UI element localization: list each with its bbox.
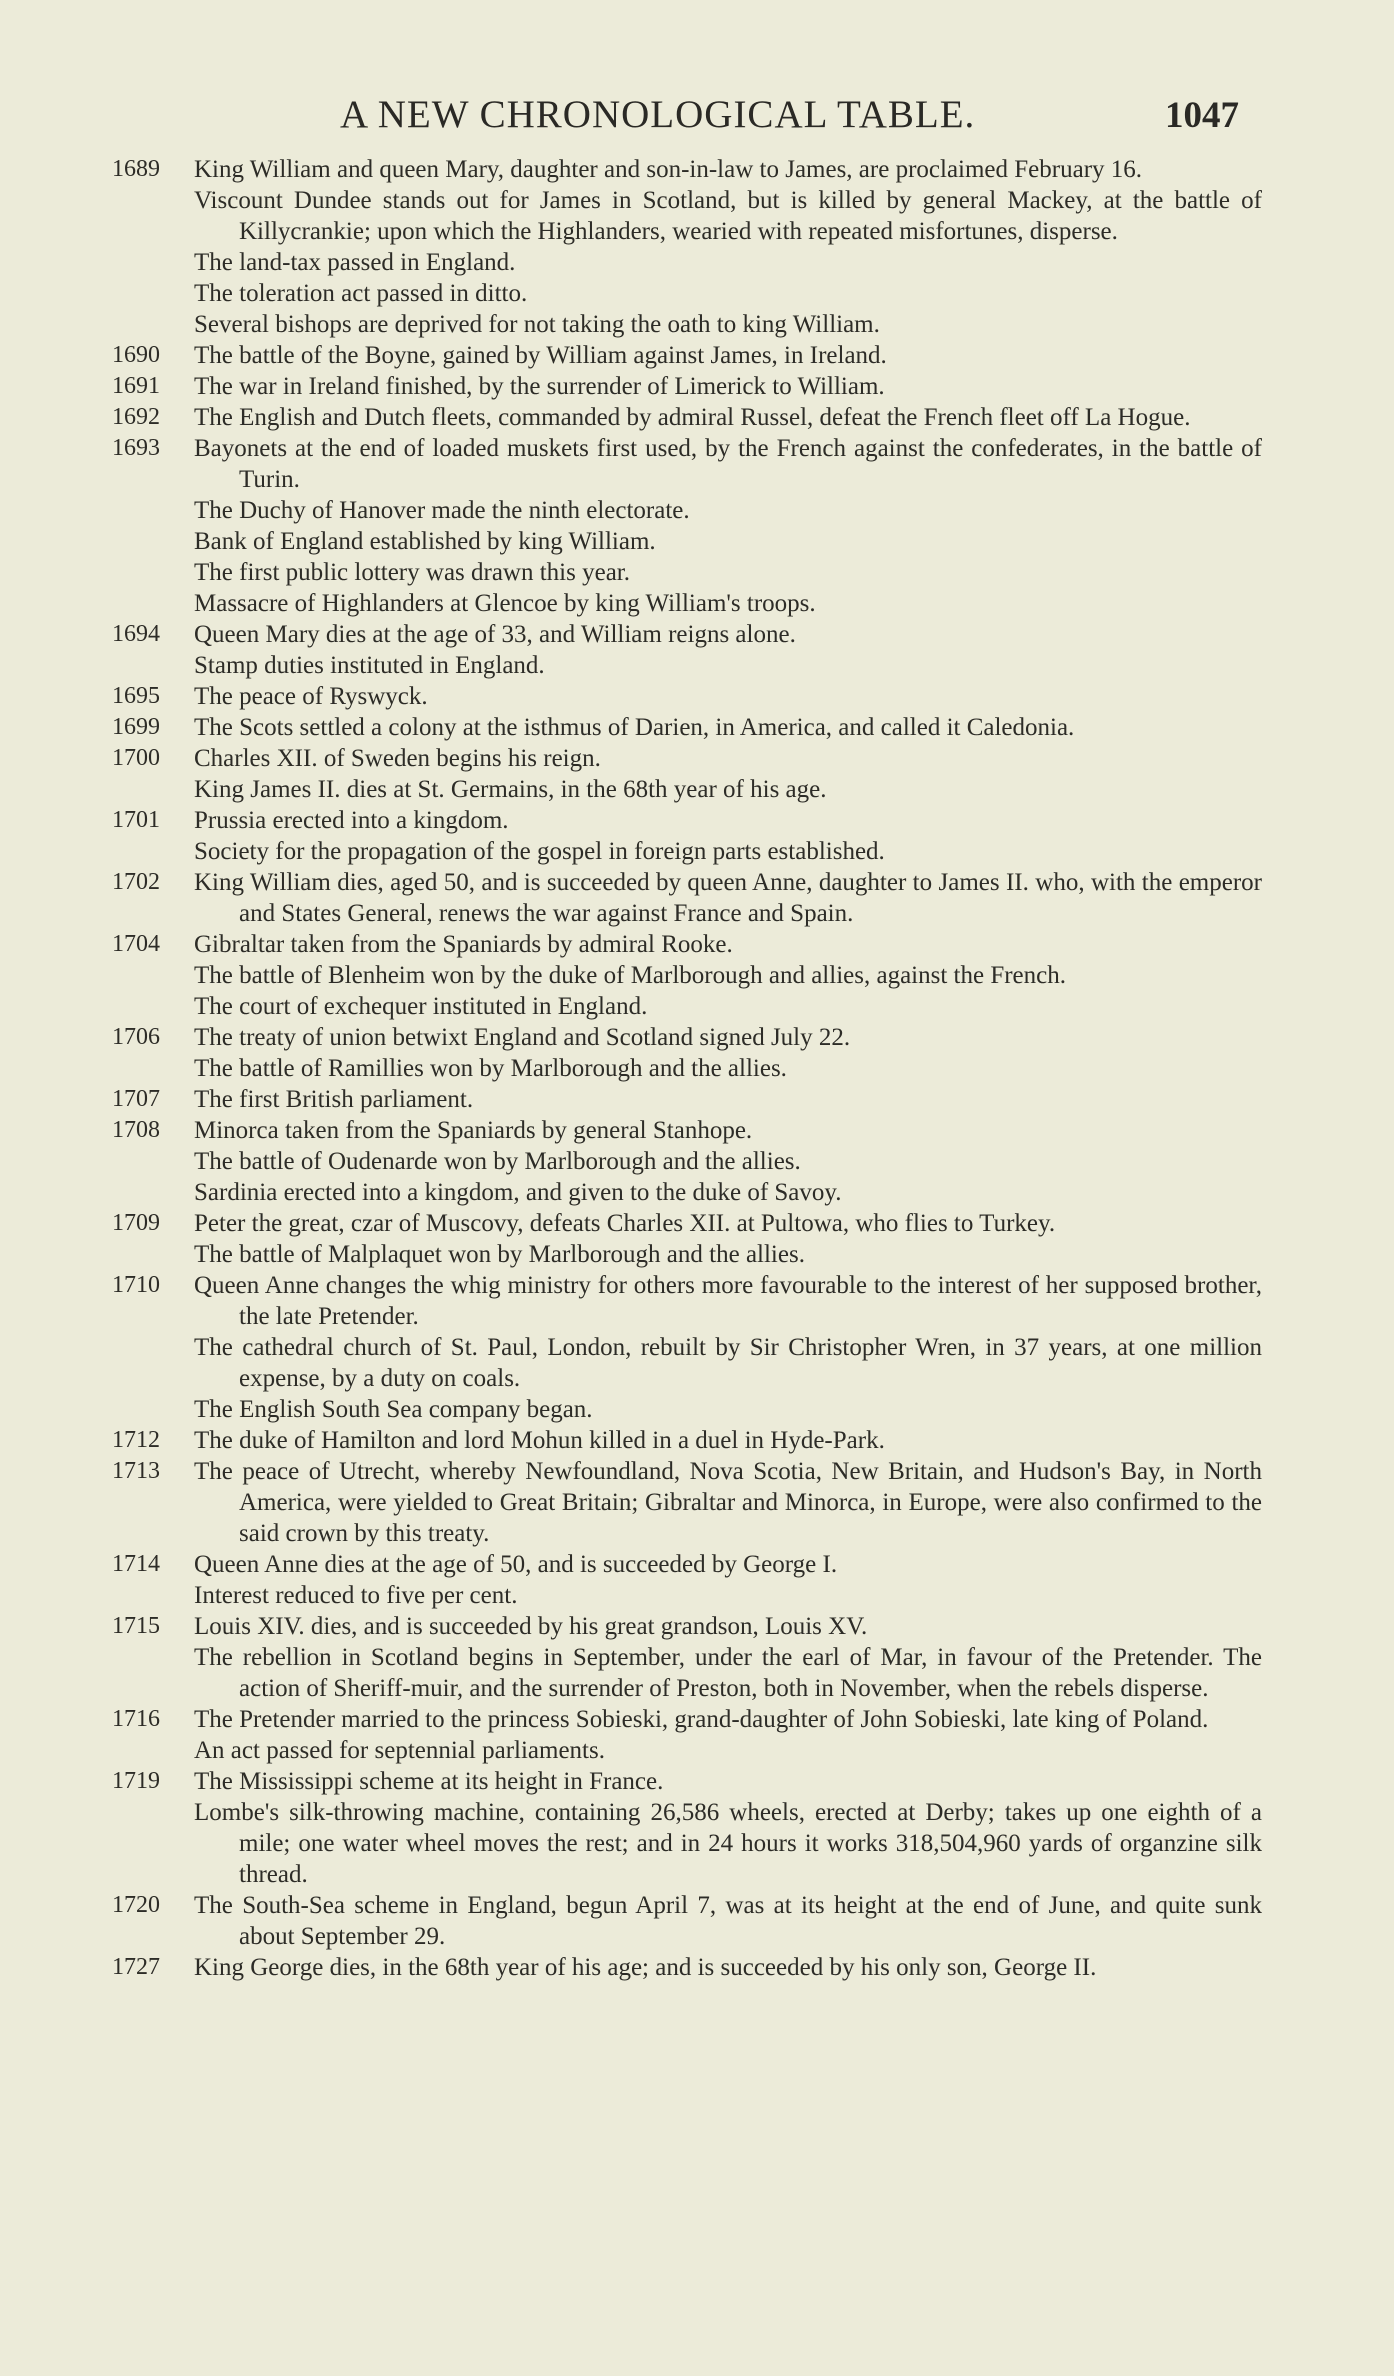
event-text: The South-Sea scheme in England, begun April 7, was at its height at the end of June, and quite sunk about September 29.	[194, 1892, 1262, 1950]
entry-events	[194, 929, 1262, 1022]
page-number: 1047	[1165, 95, 1239, 136]
chronology-entry	[112, 1022, 1262, 1084]
entry-year: 1720	[112, 1892, 160, 1918]
event-text: Several bishops are deprived for not taking the oath to king William.	[194, 311, 880, 338]
entry-year: 1714	[112, 1551, 160, 1577]
chronology-entry	[112, 154, 1262, 340]
entry-events	[194, 1456, 1262, 1549]
entry-year: 1695	[112, 683, 160, 709]
chronology-entry	[112, 340, 1262, 371]
event-text: The court of exchequer instituted in England.	[194, 993, 648, 1020]
entry-events	[194, 712, 1262, 743]
event-text: The rebellion in Scotland begins in September, under the earl of Mar, in favour of the Pretender. The action of Sheriff-muir, and the surrender of Preston, both in November, when the rebels disperse.	[194, 1644, 1262, 1702]
entry-events	[194, 1115, 1262, 1208]
event-text: The Duchy of Hanover made the ninth electorate.	[194, 497, 690, 524]
chronology-entry	[112, 1456, 1262, 1549]
chronology-entry	[112, 1208, 1262, 1270]
event-text: Society for the propagation of the gospel in foreign parts established.	[194, 838, 885, 865]
event-text: The battle of Ramillies won by Marlborough and the allies.	[194, 1055, 787, 1082]
entry-events	[194, 743, 1262, 805]
entry-year: 1694	[112, 621, 160, 647]
event-text: Lombe's silk-throwing machine, containing 26,586 wheels, erected at Derby; takes up one eighth of a mile; one water wheel moves the rest; and in 24 hours it works 318,504,960 yards of organzine silk thread.	[194, 1799, 1262, 1888]
event-text: Prussia erected into a kingdom.	[194, 807, 509, 834]
entry-events	[194, 433, 1262, 619]
chronology-entry	[112, 1766, 1262, 1890]
chronology-entry	[112, 1611, 1262, 1704]
entry-year: 1708	[112, 1117, 160, 1143]
chronology-entry	[112, 1425, 1262, 1456]
event-text: Interest reduced to five per cent.	[194, 1582, 518, 1609]
entry-events	[194, 1704, 1262, 1766]
event-text: Louis XIV. dies, and is succeeded by his great grandson, Louis XV.	[194, 1613, 868, 1640]
entry-year: 1719	[112, 1768, 160, 1794]
event-text: Charles XII. of Sweden begins his reign.	[194, 745, 601, 772]
event-text: The battle of Malplaquet won by Marlborough and the allies.	[194, 1241, 805, 1268]
event-text: Stamp duties instituted in England.	[194, 652, 545, 679]
entry-year: 1706	[112, 1024, 160, 1050]
event-text: King George dies, in the 68th year of his age; and is succeeded by his only son, George II.	[194, 1954, 1097, 1981]
entry-year: 1716	[112, 1706, 160, 1732]
chronology-entry	[112, 1549, 1262, 1611]
entry-year: 1710	[112, 1272, 160, 1298]
entry-year: 1699	[112, 714, 160, 740]
entry-year: 1727	[112, 1954, 160, 1980]
event-text: The Pretender married to the princess Sobieski, grand-daughter of John Sobieski, late king of Poland.	[194, 1706, 1209, 1733]
event-text: An act passed for septennial parliaments.	[194, 1737, 605, 1764]
chronology-entry	[112, 681, 1262, 712]
event-text: The battle of Oudenarde won by Marlborough and the allies.	[194, 1148, 801, 1175]
entry-year: 1702	[112, 869, 160, 895]
entry-year: 1693	[112, 435, 160, 461]
event-text: The war in Ireland finished, by the surrender of Limerick to William.	[194, 373, 885, 400]
entry-events	[194, 1425, 1262, 1456]
entry-events	[194, 681, 1262, 712]
entry-events	[194, 1270, 1262, 1425]
event-text: The peace of Ryswyck.	[194, 683, 428, 710]
event-text: The cathedral church of St. Paul, London, rebuilt by Sir Christopher Wren, in 37 years, at one million expense, by a duty on coals.	[194, 1334, 1262, 1392]
event-text: The Mississippi scheme at its height in France.	[194, 1768, 664, 1795]
event-text: The peace of Utrecht, whereby Newfoundland, Nova Scotia, New Britain, and Hudson's Bay, in North America, were yielded to Great Britain; Gibraltar and Minorca, in Europe, were also confirmed to the said crown by this treaty.	[194, 1458, 1262, 1547]
event-text: King James II. dies at St. Germains, in the 68th year of his age.	[194, 776, 827, 803]
event-text: The land-tax passed in England.	[194, 249, 516, 276]
event-text: The Scots settled a colony at the isthmus of Darien, in America, and called it Caledonia.	[194, 714, 1075, 741]
event-text: King William dies, aged 50, and is succeeded by queen Anne, daughter to James II. who, with the emperor and States General, renews the war against France and Spain.	[194, 869, 1262, 927]
event-text: Bank of England established by king William.	[194, 528, 656, 555]
entry-events	[194, 1208, 1262, 1270]
page-title: A NEW CHRONOLOGICAL TABLE.	[340, 93, 976, 136]
chronology-entry	[112, 867, 1262, 929]
event-text: King William and queen Mary, daughter and son-in-law to James, are proclaimed February 16.	[194, 156, 1143, 183]
entry-events	[194, 402, 1262, 433]
entry-events	[194, 1766, 1262, 1890]
chronology-entry	[112, 1890, 1262, 1952]
event-text: Minorca taken from the Spaniards by general Stanhope.	[194, 1117, 753, 1144]
event-text: Bayonets at the end of loaded muskets first used, by the French against the confederates, in the battle of Turin.	[194, 435, 1262, 493]
event-text: Massacre of Highlanders at Glencoe by king William's troops.	[194, 590, 816, 617]
chronology-entry	[112, 805, 1262, 867]
chronology-entry	[112, 743, 1262, 805]
event-text: Viscount Dundee stands out for James in Scotland, but is killed by general Mackey, at the battle of Killycrankie; upon which the Highlanders, wearied with repeated misfortunes, disperse.	[194, 187, 1262, 245]
chronology-list	[112, 154, 1262, 1983]
entry-events	[194, 805, 1262, 867]
event-text: The duke of Hamilton and lord Mohun killed in a duel in Hyde-Park.	[194, 1427, 885, 1454]
chronology-entry	[112, 619, 1262, 681]
entry-year: 1689	[112, 156, 160, 182]
event-text: The English South Sea company began.	[194, 1396, 593, 1423]
event-text: The first British parliament.	[194, 1086, 474, 1113]
entry-events	[194, 371, 1262, 402]
entry-year: 1715	[112, 1613, 160, 1639]
event-text: The battle of the Boyne, gained by William against James, in Ireland.	[194, 342, 887, 369]
entry-events	[194, 1890, 1262, 1952]
entry-events	[194, 867, 1262, 929]
event-text: The battle of Blenheim won by the duke of Marlborough and allies, against the French.	[194, 962, 1066, 989]
chronology-entry	[112, 929, 1262, 1022]
chronology-entry	[112, 1084, 1262, 1115]
running-header	[0, 92, 1394, 152]
event-text: Queen Anne changes the whig ministry for others more favourable to the interest of her supposed brother, the late Pretender.	[194, 1272, 1262, 1330]
entry-year: 1692	[112, 404, 160, 430]
chronology-entry	[112, 1952, 1262, 1983]
entry-year: 1690	[112, 342, 160, 368]
chronology-entry	[112, 1270, 1262, 1425]
entry-year: 1700	[112, 745, 160, 771]
chronology-entry	[112, 1115, 1262, 1208]
event-text: Queen Mary dies at the age of 33, and William reigns alone.	[194, 621, 796, 648]
entry-year: 1691	[112, 373, 160, 399]
entry-events	[194, 1952, 1262, 1983]
event-text: Peter the great, czar of Muscovy, defeats Charles XII. at Pultowa, who flies to Turkey.	[194, 1210, 1056, 1237]
entry-events	[194, 1084, 1262, 1115]
chronology-entry	[112, 371, 1262, 402]
event-text: The first public lottery was drawn this year.	[194, 559, 630, 586]
chronology-entry	[112, 712, 1262, 743]
entry-year: 1712	[112, 1427, 160, 1453]
event-text: Queen Anne dies at the age of 50, and is succeeded by George I.	[194, 1551, 838, 1578]
event-text: The treaty of union betwixt England and Scotland signed July 22.	[194, 1024, 851, 1051]
event-text: Gibraltar taken from the Spaniards by admiral Rooke.	[194, 931, 733, 958]
event-text: The English and Dutch fleets, commanded by admiral Russel, defeat the French fleet off La Hogue.	[194, 404, 1191, 431]
entry-events	[194, 1611, 1262, 1704]
entry-events	[194, 340, 1262, 371]
entry-year: 1704	[112, 931, 160, 957]
chronology-entry	[112, 402, 1262, 433]
entry-year: 1701	[112, 807, 160, 833]
entry-events	[194, 619, 1262, 681]
entry-year: 1713	[112, 1458, 160, 1484]
event-text: The toleration act passed in ditto.	[194, 280, 528, 307]
entry-events	[194, 1022, 1262, 1084]
chronology-entry	[112, 1704, 1262, 1766]
entry-year: 1707	[112, 1086, 160, 1112]
entry-year: 1709	[112, 1210, 160, 1236]
chronology-entry	[112, 433, 1262, 619]
event-text: Sardinia erected into a kingdom, and given to the duke of Savoy.	[194, 1179, 842, 1206]
entry-events	[194, 1549, 1262, 1611]
entry-events	[194, 154, 1262, 340]
